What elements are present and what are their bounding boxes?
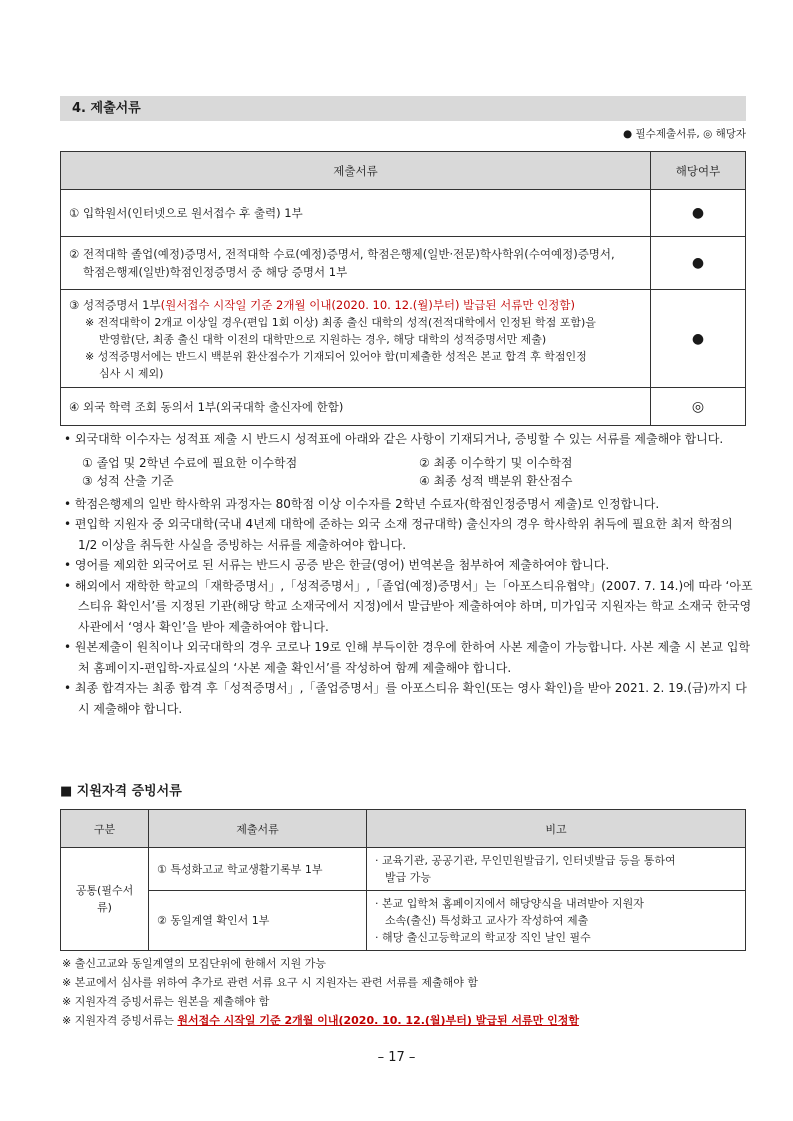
- doc-row-3-red: (원서접수 시작일 기준 2개월 이내(2020. 10. 12.(월)부터) 발급된 서류만 인정함): [160, 297, 575, 312]
- legend: ● 필수제출서류, ◎ 해당자: [623, 128, 746, 140]
- doc-row-3-text: ③ 성적증명서 1부: [69, 297, 161, 312]
- bullet-5: • 해외에서 재학한 학교의「재학증명서」,「성적증명서」,「졸업(예정)증명서」는「아포스티유협약」(2007. 7. 14.)에 따라 ‘아포스티유 확인서’를 지정된 기관(해당 학교 소재국에서 지정)에서 발급받아 제출하여야 하며, 미가입국 지원자는 학교 소재국 한국영사관에서 ‘영사 확인’을 받아 제출하여야 합니다.: [64, 578, 753, 634]
- requirement-item: ① 졸업 및 2학년 수료에 필요한 이수학점: [82, 455, 298, 470]
- doc-row-1: ① 입학원서(인터넷으로 원서접수 후 출력) 1부: [61, 190, 651, 237]
- type-cell: 공통(필수서류): [61, 848, 149, 951]
- header-type: 구분: [61, 810, 149, 848]
- note-4: ※ 지원자격 증빙서류는 원서접수 시작일 기준 2개월 이내(2020. 10. 12.(월)부터) 발급된 서류만 인정함: [62, 1014, 579, 1027]
- requirement-items: [82, 454, 754, 490]
- doc-row-4: ④ 외국 학력 조회 동의서 1부(외국대학 출신자에 한함): [61, 388, 651, 426]
- bullet-2: • 학점은행제의 일반 학사학위 과정자는 80학점 이상 이수자를 2학년 수료자(학점인정증명서 제출)로 인정합니다.: [64, 496, 660, 511]
- bullet-6: • 원본제출이 원칙이나 외국대학의 경우 코로나 19로 인해 부득이한 경우에 한하여 사본 제출이 가능합니다. 사본 제출 시 본교 입학처 홈페이지-편입학-자료실의 ‘사본 제출 확인서’를 작성하여 함께 제출해야 합니다.: [64, 640, 751, 675]
- requirement-item: ④ 최종 성적 백분위 환산점수: [419, 473, 573, 488]
- doc-row-3-note1b: 반영함(단, 최종 출신 대학 이전의 대학만으로 지원하는 경우, 해당 대학의 성적증명서만 제출): [99, 332, 547, 346]
- qual-doc-2: ② 동일계열 확인서 1부: [149, 891, 367, 951]
- qualification-title: ■ 지원자격 증빙서류: [60, 784, 182, 799]
- qual-note-1: · 교육기관, 공공기관, 무인민원발급기, 인터넷발급 등을 통하여 발급 가능: [367, 848, 746, 891]
- notes: [62, 954, 579, 1030]
- note-3: ※ 지원자격 증빙서류는 원본을 제출해야 함: [62, 995, 270, 1008]
- note-1: ※ 출신고교와 동일계열의 모집단위에 한해서 지원 가능: [62, 957, 326, 970]
- header-note: 비고: [367, 810, 746, 848]
- bullet-1: • 외국대학 이수자는 성적표 제출 시 반드시 성적표에 아래와 같은 사항이 기재되거나, 증빙할 수 있는 서류를 제출해야 합니다.: [64, 432, 724, 446]
- doc-row-3: [61, 290, 651, 388]
- mark-row-3: ●: [651, 290, 746, 388]
- mark-row-2: ●: [651, 237, 746, 290]
- qual-doc-1: ① 특성화고교 학교생활기록부 1부: [149, 848, 367, 891]
- requirement-item: ② 최종 이수학기 및 이수학점: [419, 455, 573, 470]
- note-2: ※ 본교에서 심사를 위하여 추가로 관련 서류 요구 시 지원자는 관련 서류를 제출해야 함: [62, 976, 478, 989]
- doc-row-2: [61, 237, 651, 290]
- doc-row-3-note2b: 심사 시 제외): [99, 366, 164, 380]
- bullet-list: [64, 429, 754, 719]
- header-doc: 제출서류: [149, 810, 367, 848]
- documents-table: [60, 151, 746, 426]
- bullet-7: • 최종 합격자는 최종 합격 후「성적증명서」,「졸업증명서」를 아포스티유 확인(또는 영사 확인)을 받아 2021. 2. 19.(금)까지 다시 제출해야 합니다.: [64, 681, 747, 716]
- page-number: – 17 –: [377, 1050, 416, 1065]
- mark-row-4: ◎: [651, 388, 746, 426]
- doc-row-2-line1: ② 전적대학 졸업(예정)증명서, 전적대학 수료(예정)증명서, 학점은행제(일반·전문)학사학위(수여예정)증명서,: [69, 247, 615, 261]
- mark-row-1: ●: [651, 190, 746, 237]
- doc-row-3-note1: ※ 전적대학이 2개교 이상일 경우(편입 1회 이상) 최종 출신 대학의 성적(전적대학에서 인정된 학점 포함)을: [85, 315, 596, 329]
- section-title: 4. 제출서류: [60, 96, 746, 121]
- bullet-3: • 편입학 지원자 중 외국대학(국내 4년제 대학에 준하는 외국 소재 정규대학) 출신자의 경우 학사학위 취득에 필요한 최저 학점의 1/2 이상을 취득한 사실을 증빙하는 서류를 제출하여야 합니다.: [64, 517, 733, 552]
- requirement-item: ③ 성적 산출 기준: [82, 473, 174, 488]
- doc-row-3-note2: ※ 성적증명서에는 반드시 백분위 환산점수가 기재되어 있어야 함(미제출한 성적은 본교 합격 후 학점인정: [85, 349, 587, 363]
- header-mark: 해당여부: [651, 152, 746, 190]
- qual-note-2: · 본교 입학처 홈페이지에서 해당양식을 내려받아 지원자 소속(출신) 특성화고 교사가 작성하여 제출 · 해당 출신고등학교의 학교장 직인 날인 필수: [367, 891, 746, 951]
- bullet-4: • 영어를 제외한 외국어로 된 서류는 반드시 공증 받은 한글(영어) 번역본을 첨부하여 제출하여야 합니다.: [64, 558, 610, 572]
- header-doc: 제출서류: [61, 152, 651, 190]
- doc-row-2-line2: 학점은행제(일반)학점인정증명서 중 해당 증명서 1부: [83, 265, 348, 279]
- qualification-table: [60, 809, 746, 951]
